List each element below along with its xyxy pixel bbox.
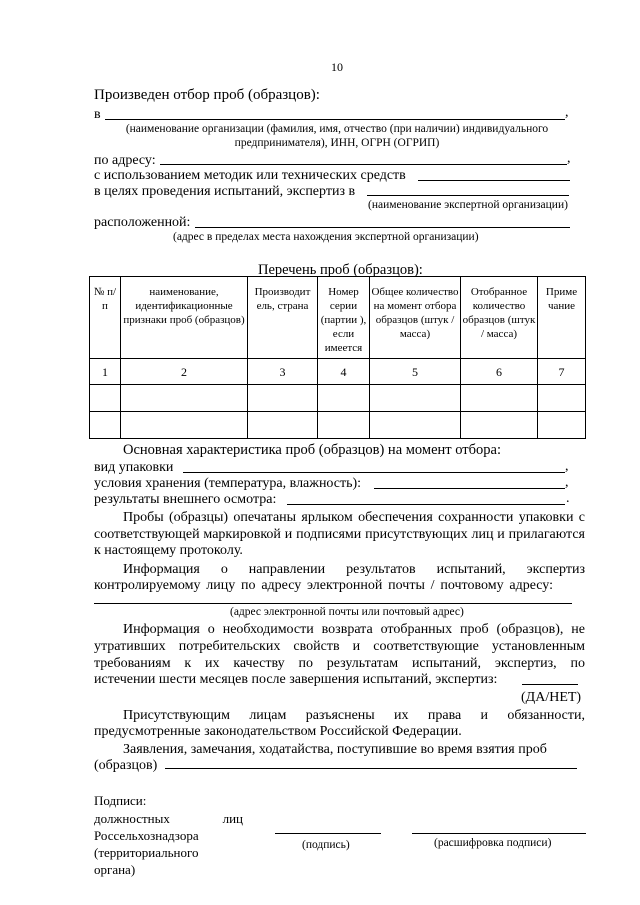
- address-field[interactable]: [160, 164, 567, 165]
- located-field[interactable]: [195, 227, 570, 228]
- table-row: [90, 385, 586, 412]
- methods-label: с использованием методик или технических средств: [94, 168, 406, 183]
- header-total-qty: Общее количество на момент отбора образцов (штук / масса): [370, 277, 461, 359]
- table-cell[interactable]: [318, 385, 370, 412]
- storage-label: условия хранения (температура, влажность):: [94, 476, 362, 491]
- header-num: № п/п: [90, 277, 121, 359]
- return-line1: Информация о необходимости возврата отобранных проб (образцов), не: [123, 622, 585, 637]
- table-cell[interactable]: [248, 412, 318, 439]
- table-cell[interactable]: [90, 385, 121, 412]
- storage-field[interactable]: [374, 488, 565, 489]
- header-note: Приме чание: [538, 277, 586, 359]
- storage-comma: ,: [565, 475, 569, 490]
- table-number-row: [90, 359, 586, 385]
- header-manufacturer: Производит ель, страна: [248, 277, 318, 359]
- officials-line4: органа): [94, 862, 136, 877]
- methods-field[interactable]: [418, 180, 570, 181]
- inspection-label: результаты внешнего осмотра:: [94, 492, 277, 507]
- table-cell[interactable]: [461, 385, 538, 412]
- address-comma: ,: [567, 151, 571, 166]
- statements-line1: Заявления, замечания, ходатайства, поступившие во время взятия проб: [123, 742, 547, 757]
- signature-caption: (подпись): [302, 839, 350, 851]
- table-cell[interactable]: [248, 385, 318, 412]
- header-selected-qty: Отобранное количество образцов (штук / масса): [461, 277, 538, 359]
- rights-line2: предусмотренные законодательством Российской Федерации.: [94, 724, 462, 739]
- sealed-line2: соответствующей маркировкой и подписями присутствующих лиц и прилагаются: [94, 527, 585, 542]
- org-comma: ,: [565, 105, 569, 120]
- inspection-dot: .: [566, 491, 570, 506]
- col-number: 5: [370, 359, 461, 385]
- return-answer-field[interactable]: [522, 684, 578, 685]
- samples-table: [89, 276, 586, 439]
- header-batch: Номер серии (партии ), если имеется: [318, 277, 370, 359]
- expertise-org-field[interactable]: [367, 195, 569, 196]
- header-name: наименование, идентификационные признаки проб (образцов): [121, 277, 248, 359]
- results-line2: контролируемому лицу по адресу электронной почты / почтовому адресу:: [94, 578, 553, 593]
- table-header-row: [90, 277, 586, 359]
- packaging-comma: ,: [565, 459, 569, 474]
- expertise-caption: (наименование экспертной организации): [368, 199, 568, 211]
- table-cell[interactable]: [538, 385, 586, 412]
- col-number: 4: [318, 359, 370, 385]
- email-caption: (адрес электронной почты или почтовый адрес): [230, 606, 464, 618]
- table-cell[interactable]: [370, 385, 461, 412]
- located-label: расположенной:: [94, 215, 191, 230]
- table-row: [90, 412, 586, 439]
- col-number: 2: [121, 359, 248, 385]
- officials-line1: должностных лиц: [94, 811, 243, 826]
- yes-no-label: (ДА/НЕТ): [521, 690, 582, 705]
- table-cell[interactable]: [318, 412, 370, 439]
- col-number: 7: [538, 359, 586, 385]
- packaging-label: вид упаковки: [94, 460, 174, 475]
- table-cell[interactable]: [121, 385, 248, 412]
- address-label: по адресу:: [94, 153, 156, 168]
- signatures-title: Подписи:: [94, 793, 147, 808]
- rights-line1: Присутствующим лицам разъяснены их права и обязанности,: [123, 708, 585, 723]
- heading: Произведен отбор проб (образцов):: [94, 87, 320, 103]
- org-caption-line2: предпринимателя), ИНН, ОГРН (ОГРИП): [234, 137, 440, 149]
- return-line2: утративших потребительских свойств и соответствующие установленным: [94, 639, 585, 654]
- signature-decode-field[interactable]: [412, 833, 586, 834]
- statements-line2: (образцов): [94, 758, 158, 773]
- table-cell[interactable]: [461, 412, 538, 439]
- located-caption: (адрес в пределах места нахождения экспертной организации): [173, 231, 479, 243]
- signature-field[interactable]: [275, 833, 381, 834]
- results-line1: Информация о направлении результатов испытаний, экспертиз: [123, 562, 585, 577]
- org-prefix: в: [94, 107, 101, 122]
- return-line3: требованиям к их качеству по результатам испытаний, экспертиз, по: [94, 656, 585, 671]
- packaging-field[interactable]: [183, 472, 565, 473]
- return-line4: истечении шести месяцев после завершения испытаний, экспертиз:: [94, 672, 498, 687]
- email-address-field[interactable]: [94, 603, 572, 604]
- table-title: Перечень проб (образцов):: [258, 262, 423, 278]
- officials-line2: Россельхознадзора: [94, 828, 199, 843]
- table-cell[interactable]: [90, 412, 121, 439]
- org-caption-line1: (наименование организации (фамилия, имя, отчество (при наличии) индивидуального: [125, 123, 549, 135]
- characteristics-title: Основная характеристика проб (образцов) на момент отбора:: [123, 442, 501, 458]
- org-name-field[interactable]: [105, 119, 565, 120]
- sealed-line1: Пробы (образцы) опечатаны ярлыком обеспечения сохранности упаковки с: [123, 510, 585, 525]
- officials-line3: (территориального: [94, 845, 199, 860]
- table-cell[interactable]: [121, 412, 248, 439]
- col-number: 6: [461, 359, 538, 385]
- sealed-line3: к настоящему протоколу.: [94, 543, 243, 558]
- col-number: 3: [248, 359, 318, 385]
- table-cell[interactable]: [370, 412, 461, 439]
- inspection-field[interactable]: [287, 504, 565, 505]
- statements-field[interactable]: [165, 768, 577, 769]
- decode-caption: (расшифровка подписи): [434, 837, 552, 849]
- table-cell[interactable]: [538, 412, 586, 439]
- expertise-label: в целях проведения испытаний, экспертиз в: [94, 184, 356, 199]
- col-number: 1: [90, 359, 121, 385]
- page-number: 10: [331, 60, 343, 74]
